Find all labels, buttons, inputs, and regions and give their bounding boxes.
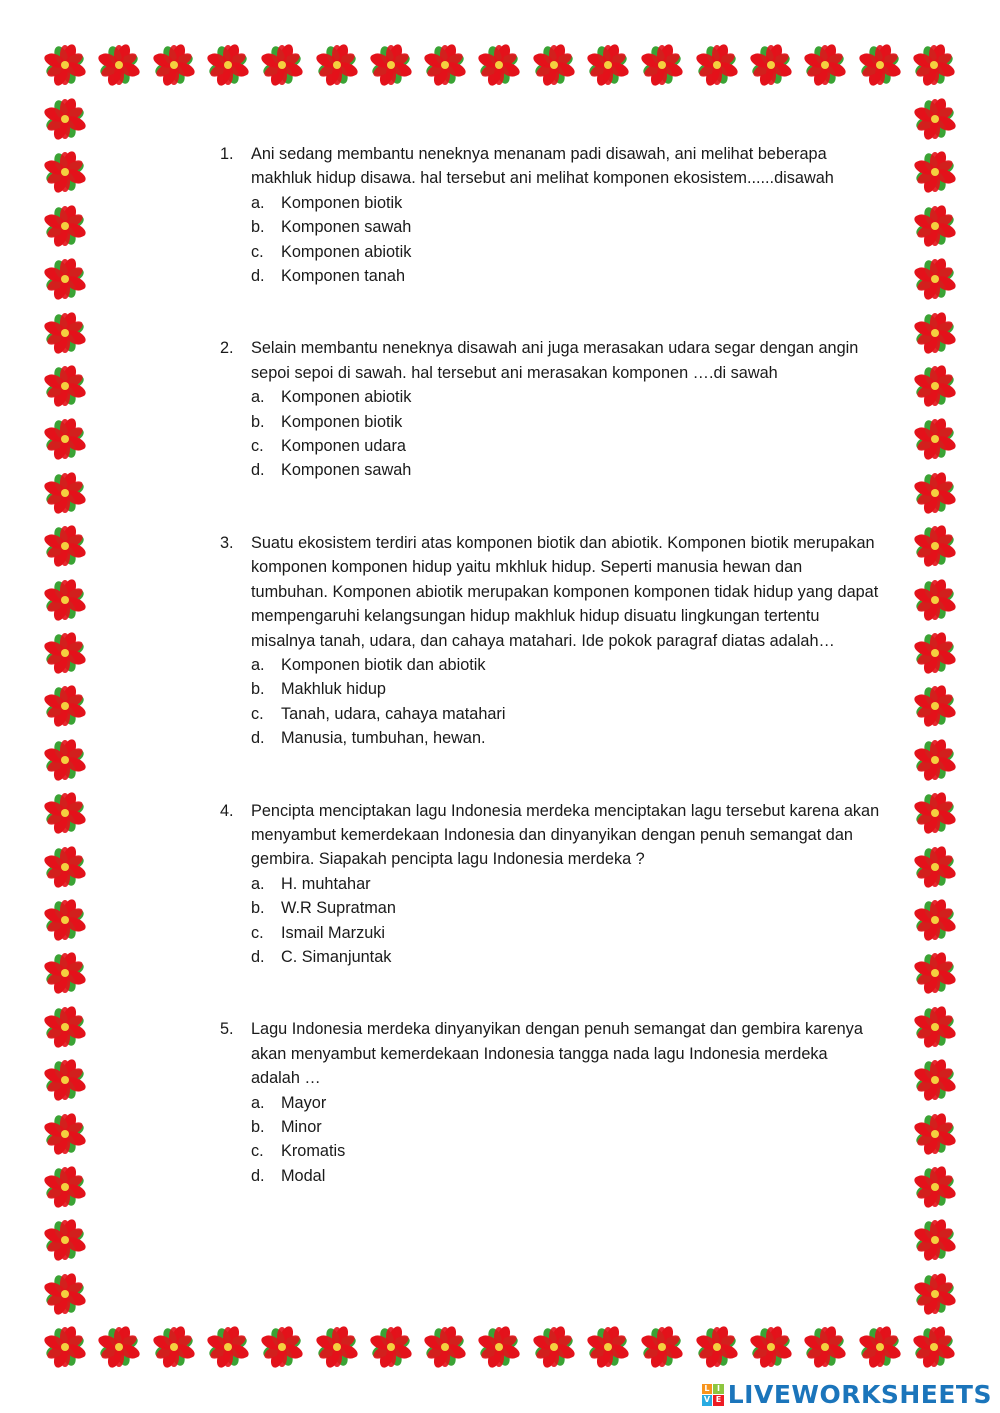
option-letter: a. (251, 874, 265, 893)
option-text: Kromatis (281, 1142, 346, 1161)
answer-option[interactable] (220, 653, 880, 677)
option-letter: d. (251, 947, 265, 966)
brand-name: LIVEWORKSHEETS (727, 1380, 992, 1409)
option-text: H. muhtahar (281, 874, 371, 893)
poinsettia-flower-icon (38, 1320, 92, 1374)
option-letter: d. (251, 267, 265, 286)
answer-option[interactable] (220, 726, 880, 750)
answer-option[interactable] (220, 1115, 880, 1139)
poinsettia-flower-icon (38, 306, 92, 360)
poinsettia-flower-icon (908, 306, 962, 360)
question-stem (220, 531, 880, 653)
poinsettia-flower-icon (38, 1213, 92, 1267)
poinsettia-flower-icon (853, 1320, 907, 1374)
option-text: Komponen biotik (281, 412, 403, 431)
poinsettia-flower-icon (201, 38, 255, 92)
poinsettia-flower-icon (908, 786, 962, 840)
poinsettia-flower-icon (364, 1320, 418, 1374)
poinsettia-flower-icon (635, 1320, 689, 1374)
question-number: 3. (220, 533, 234, 552)
option-text: Ismail Marzuki (281, 923, 386, 942)
option-letter: d. (251, 461, 265, 480)
poinsettia-flower-icon (38, 840, 92, 894)
poinsettia-flower-icon (908, 840, 962, 894)
poinsettia-flower-icon (908, 92, 962, 146)
poinsettia-flower-icon (201, 1320, 255, 1374)
question-5 (220, 1017, 880, 1188)
answer-option[interactable] (220, 872, 880, 896)
poinsettia-flower-icon (310, 1320, 364, 1374)
option-letter: d. (251, 729, 265, 748)
option-letter: a. (251, 655, 265, 674)
option-text: Komponen biotik (281, 193, 403, 212)
option-text: Komponen tanah (281, 267, 406, 286)
border-right (908, 92, 962, 1320)
poinsettia-flower-icon (38, 1267, 92, 1321)
poinsettia-flower-icon (38, 786, 92, 840)
question-text: Lagu Indonesia merdeka dinyanyikan dengan penuh semangat dan gembira karenya akan menyambut kemerdekaan Indonesia tangga nada lagu Indonesia merdeka adalah … (251, 1020, 863, 1088)
poinsettia-flower-icon (908, 412, 962, 466)
answer-option[interactable] (220, 1164, 880, 1188)
poinsettia-flower-icon (38, 573, 92, 627)
answer-option[interactable] (220, 385, 880, 409)
option-text: Minor (281, 1118, 322, 1136)
answer-option[interactable] (220, 702, 880, 726)
option-letter: c. (251, 242, 264, 261)
answer-option[interactable] (220, 191, 880, 215)
poinsettia-flower-icon (38, 893, 92, 947)
poinsettia-flower-icon (581, 1320, 635, 1374)
poinsettia-flower-icon (38, 679, 92, 733)
poinsettia-flower-icon (38, 145, 92, 199)
poinsettia-flower-icon (255, 38, 309, 92)
question-number: 2. (220, 339, 234, 358)
poinsettia-flower-icon (255, 1320, 309, 1374)
poinsettia-flower-icon (38, 412, 92, 466)
question-text: Selain membantu neneknya disawah ani juga merasakan udara segar dengan angin sepoi sepoi di sawah. hal tersebut ani merasakan komponen ….di sawah (251, 339, 859, 382)
poinsettia-flower-icon (908, 893, 962, 947)
poinsettia-flower-icon (908, 1000, 962, 1054)
answer-option[interactable] (220, 945, 880, 969)
option-letter: c. (251, 704, 264, 723)
poinsettia-flower-icon (908, 679, 962, 733)
option-letter: b. (251, 1118, 265, 1136)
poinsettia-flower-icon (908, 252, 962, 306)
option-text: C. Simanjuntak (281, 947, 392, 966)
poinsettia-flower-icon (908, 573, 962, 627)
question-text: Pencipta menciptakan lagu Indonesia merdeka menciptakan lagu tersebut karena akan menyambut kemerdekaan Indonesia dan dinyanyikan dengan penuh semangat dan gembira. Siapakah pencipta lagu Indonesia merdeka ? (251, 801, 880, 869)
poinsettia-flower-icon (310, 38, 364, 92)
poinsettia-flower-icon (908, 199, 962, 253)
poinsettia-flower-icon (908, 1267, 962, 1321)
poinsettia-flower-icon (38, 733, 92, 787)
option-text: Modal (281, 1166, 326, 1185)
option-text: Mayor (281, 1093, 327, 1112)
answer-option[interactable] (220, 458, 880, 482)
poinsettia-flower-icon (798, 38, 852, 92)
poinsettia-flower-icon (38, 1107, 92, 1161)
option-letter: b. (251, 899, 265, 918)
question-stem (220, 1017, 880, 1090)
poinsettia-flower-icon (908, 466, 962, 520)
question-4 (220, 799, 880, 970)
option-text: Komponen sawah (281, 461, 412, 480)
poinsettia-flower-icon (907, 1320, 961, 1374)
poinsettia-flower-icon (908, 1213, 962, 1267)
poinsettia-flower-icon (38, 199, 92, 253)
answer-option[interactable] (220, 410, 880, 434)
answer-option[interactable] (220, 1091, 880, 1115)
poinsettia-flower-icon (908, 519, 962, 573)
liveworksheets-logo-icon: L I V E (702, 1384, 724, 1406)
poinsettia-flower-icon (147, 1320, 201, 1374)
poinsettia-flower-icon (147, 38, 201, 92)
poinsettia-flower-icon (38, 519, 92, 573)
poinsettia-flower-icon (38, 1160, 92, 1214)
option-text: W.R Supratman (281, 899, 396, 918)
poinsettia-flower-icon (853, 38, 907, 92)
poinsettia-flower-icon (38, 946, 92, 1000)
answer-option[interactable] (220, 921, 880, 945)
poinsettia-flower-icon (38, 466, 92, 520)
poinsettia-flower-icon (38, 1053, 92, 1107)
answer-option[interactable] (220, 896, 880, 920)
poinsettia-flower-icon (38, 626, 92, 680)
option-text: Makhluk hidup (281, 680, 386, 699)
poinsettia-flower-icon (908, 1053, 962, 1107)
option-letter: a. (251, 193, 265, 212)
question-text: Suatu ekosistem terdiri atas komponen biotik dan abiotik. Komponen biotik merupakan komponen komponen hidup yaitu mkhluk hidup. Seperti manusia hewan dan tumbuhan. Komponen abiotik merupakan komponen komponen tidak hidup yang dapat mempengaruhi kelangsungan hidup makhluk hidup disuatu lingkungan tertentu misalnya tanah, udara, dan cahaya matahari. Ide pokok paragraf diatas adalah… (251, 533, 879, 650)
option-letter: a. (251, 388, 265, 407)
poinsettia-flower-icon (635, 38, 689, 92)
poinsettia-flower-icon (798, 1320, 852, 1374)
option-letter: a. (251, 1093, 265, 1112)
question-text: Ani sedang membantu neneknya menanam padi disawah, ani melihat beberapa makhluk hidup disawa. hal tersebut ani melihat komponen ekosistem......disawah (251, 145, 834, 188)
worksheet-questions (220, 142, 880, 1188)
answer-option[interactable] (220, 1139, 880, 1163)
poinsettia-flower-icon (92, 38, 146, 92)
poinsettia-flower-icon (908, 626, 962, 680)
option-letter: b. (251, 680, 265, 699)
poinsettia-flower-icon (418, 38, 472, 92)
question-3 (220, 531, 880, 751)
answer-option[interactable] (220, 434, 880, 458)
poinsettia-flower-icon (38, 359, 92, 413)
poinsettia-flower-icon (690, 38, 744, 92)
option-letter: b. (251, 218, 265, 237)
option-letter: c. (251, 923, 264, 942)
poinsettia-flower-icon (472, 1320, 526, 1374)
border-top (38, 38, 962, 92)
option-text: Komponen abiotik (281, 388, 412, 407)
poinsettia-flower-icon (527, 1320, 581, 1374)
option-text: Tanah, udara, cahaya matahari (281, 704, 506, 723)
option-text: Komponen abiotik (281, 242, 412, 261)
option-letter: b. (251, 412, 265, 431)
poinsettia-flower-icon (690, 1320, 744, 1374)
question-2 (220, 336, 880, 482)
poinsettia-flower-icon (38, 92, 92, 146)
answer-option[interactable] (220, 264, 880, 288)
poinsettia-flower-icon (908, 359, 962, 413)
option-text: Manusia, tumbuhan, hewan. (281, 729, 486, 748)
border-bottom (38, 1320, 962, 1374)
poinsettia-flower-icon (472, 38, 526, 92)
poinsettia-flower-icon (92, 1320, 146, 1374)
poinsettia-flower-icon (38, 1000, 92, 1054)
question-stem (220, 336, 880, 385)
poinsettia-flower-icon (418, 1320, 472, 1374)
question-stem (220, 799, 880, 872)
poinsettia-flower-icon (908, 733, 962, 787)
answer-option[interactable] (220, 240, 880, 264)
question-number: 4. (220, 801, 234, 820)
option-text: Komponen udara (281, 437, 406, 456)
question-stem (220, 142, 880, 191)
poinsettia-flower-icon (581, 38, 635, 92)
question-number: 1. (220, 145, 234, 163)
liveworksheets-brand (702, 1380, 992, 1409)
answer-option[interactable] (220, 215, 880, 239)
poinsettia-flower-icon (38, 252, 92, 306)
question-number: 5. (220, 1020, 234, 1039)
poinsettia-flower-icon (908, 1160, 962, 1214)
option-letter: d. (251, 1166, 265, 1185)
option-letter: c. (251, 1142, 264, 1161)
poinsettia-flower-icon (744, 1320, 798, 1374)
poinsettia-flower-icon (908, 145, 962, 199)
option-letter: c. (251, 437, 264, 456)
poinsettia-flower-icon (908, 1107, 962, 1161)
poinsettia-flower-icon (907, 38, 961, 92)
poinsettia-flower-icon (38, 38, 92, 92)
option-text: Komponen sawah (281, 218, 412, 237)
option-text: Komponen biotik dan abiotik (281, 655, 486, 674)
answer-option[interactable] (220, 677, 880, 701)
poinsettia-flower-icon (744, 38, 798, 92)
question-1 (220, 142, 880, 288)
border-left (38, 92, 92, 1320)
poinsettia-flower-icon (908, 946, 962, 1000)
poinsettia-flower-icon (527, 38, 581, 92)
poinsettia-flower-icon (364, 38, 418, 92)
